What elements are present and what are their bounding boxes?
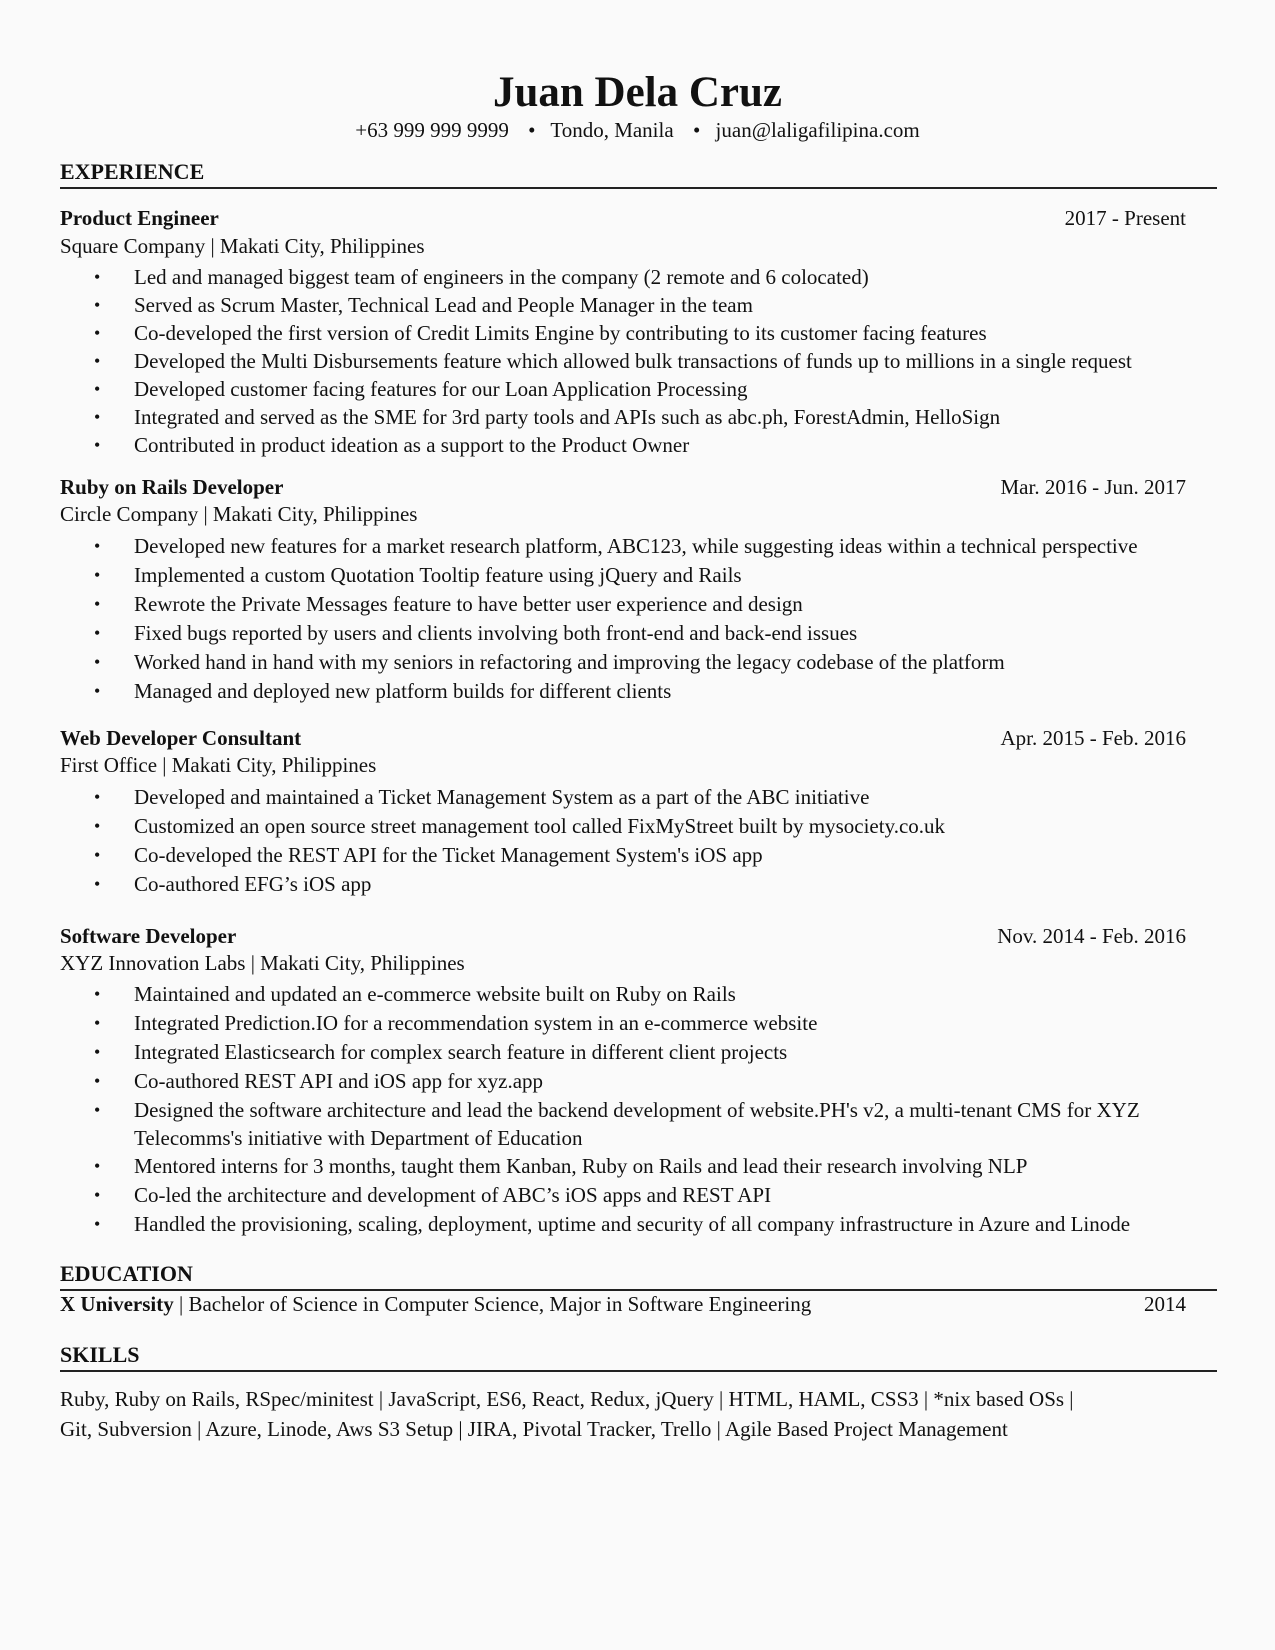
list-item: • Developed the Multi Disbursements feature which allowed bulk transactions of funds up to millions in a single request — [60, 347, 1200, 375]
job-dates: 2017 - Present — [1064, 206, 1186, 230]
job-bullet-list — [60, 532, 1200, 706]
degree: | Bachelor of Science in Computer Science, Major in Software Engineering — [173, 1292, 812, 1316]
bullet-separator-icon: • — [692, 118, 701, 142]
section-heading-skills: SKILLS — [60, 1341, 1217, 1372]
job-bullet-list — [60, 783, 1200, 899]
list-item: • Customized an open source street management tool called FixMyStreet built by mysociety.co.uk — [60, 812, 1200, 841]
skills-line: Git, Subversion | Azure, Linode, Aws S3 Setup | JIRA, Pivotal Tracker, Trello | Agile Based Project Management — [60, 1417, 1008, 1441]
phone: +63 999 999 9999 — [355, 118, 509, 142]
list-item: • Designed the software architecture and lead the backend development of website.PH's v2, a multi-tenant CMS for XYZ Telecomms's initiative with Department of Education — [60, 1096, 1200, 1152]
list-item: • Led and managed biggest team of engineers in the company (2 remote and 6 colocated) — [60, 263, 1200, 291]
email: juan@laligafilipina.com — [715, 118, 920, 142]
list-item: • Implemented a custom Quotation Tooltip feature using jQuery and Rails — [60, 561, 1200, 590]
job-dates: Nov. 2014 - Feb. 2016 — [997, 924, 1186, 948]
section-heading-education: EDUCATION — [60, 1260, 1217, 1291]
list-item: • Integrated Elasticsearch for complex search feature in different client projects — [60, 1038, 1200, 1067]
job-company: First Office | Makati City, Philippines — [60, 753, 377, 777]
candidate-name: Juan Dela Cruz — [492, 69, 783, 116]
list-item: • Worked hand in hand with my seniors in refactoring and improving the legacy codebase of the platform — [60, 648, 1200, 677]
list-item: • Co-authored EFG’s iOS app — [60, 870, 1200, 899]
school-name: X University — [60, 1292, 174, 1316]
bullet-separator-icon: • — [528, 118, 536, 142]
list-item: • Fixed bugs reported by users and clients involving both front-end and back-end issues — [60, 619, 1200, 648]
contact-line — [0, 116, 1275, 144]
job-title: Web Developer Consultant — [60, 726, 302, 750]
list-item: • Integrated and served as the SME for 3rd party tools and APIs such as abc.ph, ForestAdmin, HelloSign — [60, 403, 1200, 431]
list-item: • Co-authored REST API and iOS app for xyz.app — [60, 1067, 1200, 1096]
education-entry — [60, 1290, 811, 1318]
list-item: • Integrated Prediction.IO for a recommendation system in an e-commerce website — [60, 1009, 1200, 1038]
list-item: • Mentored interns for 3 months, taught them Kanban, Ruby on Rails and lead their research involving NLP — [60, 1152, 1200, 1181]
list-item: • Co-led the architecture and development of ABC’s iOS apps and REST API — [60, 1181, 1200, 1210]
list-item: • Rewrote the Private Messages feature to have better user experience and design — [60, 590, 1200, 619]
job-title: Product Engineer — [60, 206, 219, 230]
job-title: Software Developer — [60, 924, 237, 948]
list-item: • Developed and maintained a Ticket Management System as a part of the ABC initiative — [60, 783, 1200, 812]
skills-line: Ruby, Ruby on Rails, RSpec/minitest | JavaScript, ES6, React, Redux, jQuery | HTML, HAML, CSS3 | *nix based OSs | — [60, 1387, 1074, 1411]
graduation-year: 2014 — [1144, 1292, 1186, 1316]
job-dates: Apr. 2015 - Feb. 2016 — [1000, 726, 1186, 750]
list-item: • Co-developed the REST API for the Ticket Management System's iOS app — [60, 841, 1200, 870]
job-bullet-list — [60, 980, 1200, 1239]
location: Tondo, Manila — [550, 118, 674, 142]
job-company: Circle Company | Makati City, Philippines — [60, 502, 418, 526]
list-item: • Managed and deployed new platform builds for different clients — [60, 677, 1200, 706]
job-company: Square Company | Makati City, Philippines — [60, 234, 425, 258]
job-company: XYZ Innovation Labs | Makati City, Philippines — [60, 951, 465, 975]
job-title: Ruby on Rails Developer — [60, 475, 284, 499]
list-item: • Handled the provisioning, scaling, deployment, uptime and security of all company infrastructure in Azure and Linode — [60, 1210, 1200, 1239]
skills-list — [60, 1384, 1180, 1444]
job-dates: Mar. 2016 - Jun. 2017 — [1000, 475, 1186, 499]
list-item: • Served as Scrum Master, Technical Lead and People Manager in the team — [60, 291, 1200, 319]
list-item: • Contributed in product ideation as a support to the Product Owner — [60, 431, 1200, 459]
list-item: • Maintained and updated an e-commerce website built on Ruby on Rails — [60, 980, 1200, 1009]
job-bullet-list — [60, 263, 1200, 459]
list-item: • Co-developed the first version of Credit Limits Engine by contributing to its customer facing features — [60, 319, 1200, 347]
section-heading-experience: EXPERIENCE — [60, 158, 1217, 189]
list-item: • Developed customer facing features for our Loan Application Processing — [60, 375, 1200, 403]
list-item: • Developed new features for a market research platform, ABC123, while suggesting ideas within a technical perspective — [60, 532, 1200, 561]
